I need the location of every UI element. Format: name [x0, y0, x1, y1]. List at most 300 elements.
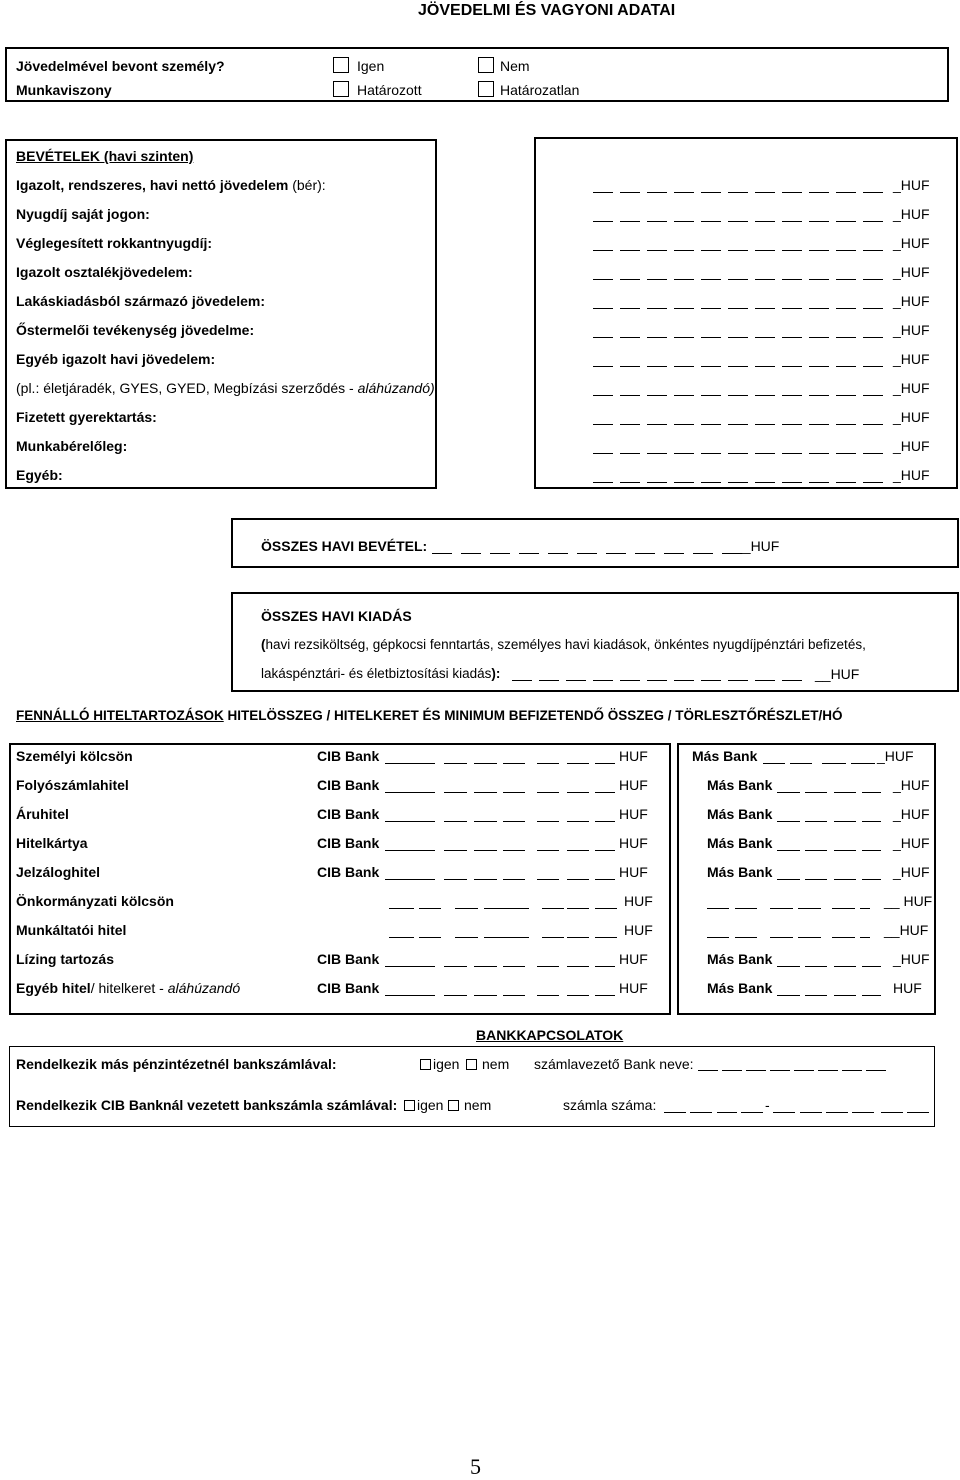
total-income-currency: __HUF [735, 538, 780, 554]
income-amount-line[interactable] [620, 192, 640, 193]
other-bank-amount-line[interactable] [805, 879, 827, 880]
income-amount-line[interactable] [836, 308, 856, 309]
income-amount-line[interactable] [674, 395, 694, 396]
other-bank-amount-line[interactable] [770, 937, 793, 938]
amount-line[interactable] [455, 937, 478, 938]
income-amount-line[interactable] [674, 482, 694, 483]
bank-row2-igen-checkbox[interactable] [404, 1100, 415, 1111]
income-amount-line[interactable] [809, 395, 829, 396]
cib-amount-line[interactable] [385, 792, 435, 793]
income-row-label: Fizetett gyerektartás: [16, 409, 157, 425]
cib-amount-line[interactable] [595, 966, 615, 967]
income-amount-line[interactable] [701, 221, 721, 222]
amount-line[interactable] [419, 937, 441, 938]
income-amount-line[interactable] [863, 482, 883, 483]
income-amount-line[interactable] [620, 250, 640, 251]
other-bank-amount-line[interactable] [777, 792, 800, 793]
amount-line[interactable] [507, 937, 529, 938]
other-bank-amount-line[interactable] [834, 792, 856, 793]
income-amount-line[interactable] [593, 192, 613, 193]
cib-bank-label: CIB Bank [317, 806, 380, 822]
bank-name-line[interactable] [770, 1070, 790, 1071]
income-amount-line[interactable] [593, 424, 613, 425]
other-bank-amount-line[interactable] [862, 792, 881, 793]
income-amount-line[interactable] [647, 424, 667, 425]
income-amount-line[interactable] [863, 366, 883, 367]
income-amount-line[interactable] [593, 308, 613, 309]
bank-row1-nem-checkbox[interactable] [466, 1059, 477, 1070]
account-number-line[interactable] [826, 1112, 848, 1113]
income-amount-line[interactable] [809, 482, 829, 483]
amount-line[interactable] [389, 908, 414, 909]
income-amount-line[interactable] [836, 453, 856, 454]
cib-amount-line[interactable] [595, 879, 615, 880]
income-amount-line[interactable] [701, 482, 721, 483]
account-separator: - [765, 1097, 770, 1113]
cib-amount-line[interactable] [385, 821, 435, 822]
cib-amount-line[interactable] [474, 763, 497, 764]
income-amount-line[interactable] [782, 337, 802, 338]
cib-amount-line[interactable] [474, 995, 497, 996]
income-amount-line[interactable] [674, 192, 694, 193]
cib-amount-line[interactable] [537, 995, 559, 996]
expenses-line[interactable] [728, 680, 748, 681]
income-amount-line[interactable] [755, 424, 775, 425]
other-bank-amount-line[interactable] [860, 908, 870, 909]
total-income-line[interactable] [693, 553, 713, 554]
cib-amount-line[interactable] [444, 792, 467, 793]
income-amount-line[interactable] [809, 221, 829, 222]
income-amount-line[interactable] [809, 366, 829, 367]
other-bank-amount-line[interactable] [777, 995, 800, 996]
account-number-line[interactable] [800, 1112, 822, 1113]
cib-bank-label: CIB Bank [317, 864, 380, 880]
income-amount-line[interactable] [647, 250, 667, 251]
bank-name-line[interactable] [866, 1070, 886, 1071]
other-bank-amount-line[interactable] [834, 966, 856, 967]
other-bank-currency: __HUF [884, 922, 929, 938]
other-bank-amount-line[interactable] [834, 850, 856, 851]
cib-amount-line[interactable] [385, 879, 435, 880]
income-amount-line[interactable] [755, 337, 775, 338]
income-amount-line[interactable] [755, 221, 775, 222]
amount-line[interactable] [507, 908, 529, 909]
other-bank-amount-line[interactable] [707, 937, 729, 938]
expenses-line[interactable] [674, 680, 694, 681]
other-bank-amount-line[interactable] [805, 995, 827, 996]
other-bank-amount-line[interactable] [735, 937, 757, 938]
income-amount-line[interactable] [755, 395, 775, 396]
income-amount-line[interactable] [701, 424, 721, 425]
income-amount-line[interactable] [755, 482, 775, 483]
other-bank-amount-line[interactable] [860, 937, 870, 938]
cib-amount-line[interactable] [537, 966, 559, 967]
income-amount-line[interactable] [701, 308, 721, 309]
income-amount-line[interactable] [809, 192, 829, 193]
income-amount-line[interactable] [620, 395, 640, 396]
amount-line[interactable] [484, 908, 507, 909]
other-bank-amount-line[interactable] [777, 966, 800, 967]
bank-row1-igen-checkbox[interactable] [420, 1059, 431, 1070]
other-bank-amount-line[interactable] [790, 763, 812, 764]
amount-line[interactable] [595, 908, 617, 909]
amount-line[interactable] [542, 908, 564, 909]
income-amount-line[interactable] [782, 424, 802, 425]
income-amount-line[interactable] [836, 482, 856, 483]
income-amount-line[interactable] [647, 482, 667, 483]
cib-amount-line[interactable] [444, 850, 467, 851]
other-bank-amount-line[interactable] [851, 763, 875, 764]
account-number-line[interactable] [852, 1112, 874, 1113]
income-amount-line[interactable] [728, 221, 748, 222]
cib-amount-line[interactable] [567, 792, 589, 793]
income-row-currency: _HUF [893, 235, 930, 251]
other-bank-amount-line[interactable] [798, 908, 821, 909]
income-amount-line[interactable] [782, 279, 802, 280]
income-amount-line[interactable] [863, 337, 883, 338]
debt-row-label: Hitelkártya [16, 835, 88, 851]
other-bank-amount-line[interactable] [822, 763, 846, 764]
income-amount-line[interactable] [728, 366, 748, 367]
cib-amount-line[interactable] [537, 850, 559, 851]
income-amount-line[interactable] [836, 395, 856, 396]
income-amount-line[interactable] [674, 424, 694, 425]
income-amount-line[interactable] [701, 395, 721, 396]
income-amount-line[interactable] [782, 221, 802, 222]
account-number-line[interactable] [717, 1112, 737, 1113]
other-bank-amount-line[interactable] [862, 850, 881, 851]
income-amount-line[interactable] [782, 308, 802, 309]
cib-amount-line[interactable] [503, 879, 525, 880]
income-amount-line[interactable] [620, 424, 640, 425]
income-amount-line[interactable] [863, 279, 883, 280]
income-amount-line[interactable] [782, 453, 802, 454]
cib-amount-line[interactable] [385, 763, 435, 764]
total-income-line[interactable] [606, 553, 626, 554]
expenses-line[interactable] [620, 680, 640, 681]
checkbox-hatarozott[interactable] [333, 81, 349, 97]
other-bank-currency: _HUF [893, 777, 930, 793]
income-amount-line[interactable] [836, 221, 856, 222]
income-amount-line[interactable] [755, 250, 775, 251]
other-bank-currency: _HUF [893, 835, 930, 851]
bank-name-line[interactable] [818, 1070, 838, 1071]
other-bank-amount-line[interactable] [805, 850, 827, 851]
cib-amount-line[interactable] [474, 821, 497, 822]
income-amount-line[interactable] [620, 366, 640, 367]
expenses-line[interactable] [512, 680, 532, 681]
total-income-line[interactable] [490, 553, 510, 554]
cib-currency: HUF [619, 951, 648, 967]
income-amount-line[interactable] [836, 250, 856, 251]
amount-line[interactable] [567, 908, 589, 909]
other-bank-amount-line[interactable] [805, 966, 827, 967]
cib-amount-line[interactable] [444, 995, 467, 996]
cib-amount-line[interactable] [595, 763, 615, 764]
debt-row-label: Áruhitel [16, 806, 69, 822]
income-amount-line[interactable] [620, 221, 640, 222]
income-amount-line[interactable] [701, 453, 721, 454]
cib-amount-line[interactable] [385, 995, 435, 996]
cib-bank-label: CIB Bank [317, 835, 380, 851]
other-bank-amount-line[interactable] [777, 879, 800, 880]
account-number-line[interactable] [664, 1112, 686, 1113]
other-bank-amount-line[interactable] [777, 850, 800, 851]
cib-amount-line[interactable] [595, 850, 615, 851]
income-amount-line[interactable] [593, 366, 613, 367]
other-bank-label: Más Bank [707, 980, 773, 996]
income-amount-line[interactable] [836, 424, 856, 425]
total-income-line[interactable] [519, 553, 539, 554]
other-bank-amount-line[interactable] [862, 821, 881, 822]
income-amount-line[interactable] [728, 192, 748, 193]
income-amount-line[interactable] [593, 279, 613, 280]
cib-amount-line[interactable] [595, 821, 615, 822]
income-row-label: Igazolt, rendszeres, havi nettó jövedelem (bér): [16, 177, 326, 193]
cib-amount-line[interactable] [474, 966, 497, 967]
income-amount-line[interactable] [782, 366, 802, 367]
cib-amount-line[interactable] [537, 821, 559, 822]
other-bank-amount-line[interactable] [735, 908, 757, 909]
income-amount-line[interactable] [647, 192, 667, 193]
cib-amount-line[interactable] [385, 966, 435, 967]
income-amount-line[interactable] [755, 279, 775, 280]
income-amount-line[interactable] [620, 279, 640, 280]
account-number-line[interactable] [741, 1112, 763, 1113]
income-amount-line[interactable] [647, 453, 667, 454]
income-amount-line[interactable] [674, 453, 694, 454]
amount-line[interactable] [542, 937, 564, 938]
total-income-line[interactable] [432, 553, 452, 554]
income-amount-line[interactable] [593, 337, 613, 338]
cib-amount-line[interactable] [474, 792, 497, 793]
other-bank-amount-line[interactable] [798, 937, 821, 938]
income-row-currency: _HUF [893, 264, 930, 280]
cib-amount-line[interactable] [474, 850, 497, 851]
cib-amount-line[interactable] [474, 879, 497, 880]
other-bank-amount-line[interactable] [707, 908, 729, 909]
other-bank-amount-line[interactable] [862, 995, 881, 996]
total-income-line[interactable] [577, 553, 597, 554]
cib-amount-line[interactable] [537, 792, 559, 793]
income-amount-line[interactable] [593, 395, 613, 396]
bank-name-line[interactable] [842, 1070, 862, 1071]
amount-line[interactable] [595, 937, 617, 938]
income-amount-line[interactable] [674, 308, 694, 309]
income-amount-line[interactable] [782, 192, 802, 193]
bank-row1-nem-label: nem [482, 1056, 510, 1072]
income-amount-line[interactable] [755, 192, 775, 193]
checkbox-nem[interactable] [478, 57, 494, 73]
cib-amount-line[interactable] [567, 879, 589, 880]
bank-name-line[interactable] [722, 1070, 742, 1071]
total-income-line[interactable] [548, 553, 568, 554]
income-amount-line[interactable] [674, 366, 694, 367]
bank-name-line[interactable] [746, 1070, 766, 1071]
account-number-line[interactable] [907, 1112, 929, 1113]
cib-amount-line[interactable] [567, 995, 589, 996]
cib-amount-line[interactable] [503, 850, 525, 851]
income-amount-line[interactable] [836, 192, 856, 193]
income-amount-line[interactable] [647, 366, 667, 367]
other-bank-amount-line[interactable] [834, 879, 856, 880]
bank-row2-nem-label: nem [464, 1097, 492, 1113]
income-amount-line[interactable] [809, 279, 829, 280]
total-income-line[interactable] [461, 553, 481, 554]
income-amount-line[interactable] [782, 250, 802, 251]
income-amount-line[interactable] [674, 250, 694, 251]
other-bank-amount-line[interactable] [805, 792, 827, 793]
income-amount-line[interactable] [836, 366, 856, 367]
cib-amount-line[interactable] [595, 792, 615, 793]
income-amount-line[interactable] [620, 308, 640, 309]
income-amount-line[interactable] [782, 395, 802, 396]
total-income-line[interactable] [635, 553, 655, 554]
other-bank-amount-line[interactable] [763, 763, 785, 764]
income-amount-line[interactable] [755, 453, 775, 454]
cib-amount-line[interactable] [567, 966, 589, 967]
other-bank-amount-line[interactable] [832, 908, 855, 909]
income-amount-line[interactable] [755, 308, 775, 309]
cib-amount-line[interactable] [503, 966, 525, 967]
income-amount-line[interactable] [809, 337, 829, 338]
income-amount-line[interactable] [593, 482, 613, 483]
income-amount-line[interactable] [620, 337, 640, 338]
income-amount-line[interactable] [701, 337, 721, 338]
income-amount-line[interactable] [809, 308, 829, 309]
income-amount-line[interactable] [863, 221, 883, 222]
income-amount-line[interactable] [863, 453, 883, 454]
income-amount-line[interactable] [863, 424, 883, 425]
account-number-line[interactable] [773, 1112, 795, 1113]
income-amount-line[interactable] [728, 482, 748, 483]
total-income-line[interactable] [664, 553, 684, 554]
bank-name-line[interactable] [794, 1070, 814, 1071]
expenses-line[interactable] [755, 680, 775, 681]
income-amount-line[interactable] [647, 308, 667, 309]
cib-currency: HUF [619, 835, 648, 851]
cib-amount-line[interactable] [444, 879, 467, 880]
income-amount-line[interactable] [782, 482, 802, 483]
income-amount-line[interactable] [701, 366, 721, 367]
income-amount-line[interactable] [755, 366, 775, 367]
other-bank-amount-line[interactable] [777, 821, 800, 822]
expenses-line[interactable] [566, 680, 586, 681]
cib-amount-line[interactable] [503, 763, 525, 764]
income-amount-line[interactable] [647, 221, 667, 222]
income-amount-line[interactable] [863, 395, 883, 396]
income-amount-line[interactable] [593, 221, 613, 222]
income-amount-line[interactable] [836, 337, 856, 338]
income-amount-line[interactable] [593, 453, 613, 454]
income-amount-line[interactable] [809, 250, 829, 251]
income-amount-line[interactable] [728, 453, 748, 454]
other-bank-amount-line[interactable] [805, 821, 827, 822]
label-igen: Igen [357, 58, 385, 74]
amount-line[interactable] [567, 937, 589, 938]
income-amount-line[interactable] [728, 250, 748, 251]
income-amount-line[interactable] [620, 482, 640, 483]
other-bank-amount-line[interactable] [834, 995, 856, 996]
cib-amount-line[interactable] [537, 879, 559, 880]
other-bank-amount-line[interactable] [770, 908, 793, 909]
bank-name-line[interactable] [698, 1070, 718, 1071]
cib-amount-line[interactable] [444, 821, 467, 822]
income-amount-line[interactable] [647, 395, 667, 396]
other-bank-label: Más Bank [692, 748, 758, 764]
cib-amount-line[interactable] [567, 850, 589, 851]
checkbox-igen[interactable] [333, 57, 349, 73]
income-amount-line[interactable] [647, 337, 667, 338]
cib-currency: HUF [619, 980, 648, 996]
income-amount-line[interactable] [836, 279, 856, 280]
other-bank-label: Más Bank [707, 777, 773, 793]
cib-currency: HUF [619, 777, 648, 793]
income-amount-line[interactable] [674, 279, 694, 280]
income-amount-line[interactable] [701, 279, 721, 280]
cib-amount-line[interactable] [444, 763, 467, 764]
bank-row2-nem-checkbox[interactable] [448, 1100, 459, 1111]
expenses-line[interactable] [647, 680, 667, 681]
expenses-line[interactable] [782, 680, 802, 681]
expenses-line[interactable] [539, 680, 559, 681]
amount-line[interactable] [389, 937, 414, 938]
amount-line[interactable] [419, 908, 441, 909]
income-amount-line[interactable] [701, 250, 721, 251]
income-amount-line[interactable] [863, 308, 883, 309]
income-amount-line[interactable] [701, 192, 721, 193]
income-amount-line[interactable] [863, 192, 883, 193]
checkbox-hatarozatlan[interactable] [478, 81, 494, 97]
income-amount-line[interactable] [809, 453, 829, 454]
cib-amount-line[interactable] [503, 821, 525, 822]
expenses-line[interactable] [701, 680, 721, 681]
cib-amount-line[interactable] [595, 995, 615, 996]
account-number-line[interactable] [881, 1112, 903, 1113]
income-amount-line[interactable] [593, 250, 613, 251]
cib-amount-line[interactable] [567, 821, 589, 822]
other-bank-amount-line[interactable] [832, 937, 855, 938]
cib-amount-line[interactable] [444, 966, 467, 967]
income-amount-line[interactable] [674, 221, 694, 222]
expenses-currency: __HUF [815, 666, 860, 682]
income-amount-line[interactable] [728, 279, 748, 280]
other-bank-amount-line[interactable] [862, 966, 881, 967]
cib-amount-line[interactable] [537, 763, 559, 764]
income-amount-line[interactable] [728, 337, 748, 338]
account-number-label: számla száma: [563, 1097, 657, 1113]
other-bank-amount-line[interactable] [862, 879, 881, 880]
cib-amount-line[interactable] [503, 792, 525, 793]
income-amount-line[interactable] [728, 424, 748, 425]
other-bank-amount-line[interactable] [834, 821, 856, 822]
amount-line[interactable] [455, 908, 478, 909]
cib-currency: HUF [619, 748, 648, 764]
expenses-line[interactable] [593, 680, 613, 681]
income-amount-line[interactable] [674, 337, 694, 338]
income-amount-line[interactable] [863, 250, 883, 251]
account-number-line[interactable] [690, 1112, 712, 1113]
income-amount-line[interactable] [647, 279, 667, 280]
cib-amount-line[interactable] [567, 763, 589, 764]
amount-line[interactable] [484, 937, 507, 938]
income-amount-line[interactable] [728, 395, 748, 396]
income-amount-line[interactable] [809, 424, 829, 425]
cib-amount-line[interactable] [503, 995, 525, 996]
income-amount-line[interactable] [728, 308, 748, 309]
income-amount-line[interactable] [620, 453, 640, 454]
cib-amount-line[interactable] [385, 850, 435, 851]
